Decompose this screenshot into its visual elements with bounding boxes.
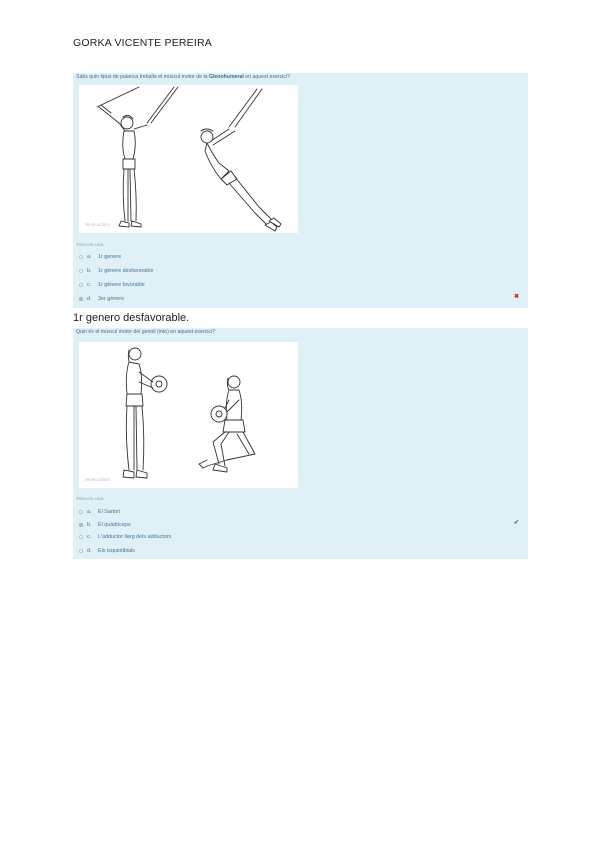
image-watermark: Workoutlabs bbox=[85, 222, 110, 227]
option-letter: b. bbox=[87, 521, 92, 528]
question-1-option-c[interactable] bbox=[79, 280, 145, 289]
option-label: Els isquiotibials bbox=[98, 547, 135, 554]
question-2-option-a[interactable] bbox=[79, 507, 120, 516]
option-letter: d. bbox=[87, 295, 92, 302]
question-1-option-d[interactable] bbox=[79, 294, 124, 303]
option-label: 1r gènere favorable bbox=[98, 281, 145, 288]
question-1-text-end: en aquest exercici? bbox=[243, 74, 290, 80]
medicine-ball-exercise-illustration bbox=[79, 342, 298, 488]
trx-exercise-illustration bbox=[79, 85, 298, 233]
radio-button[interactable] bbox=[79, 269, 83, 273]
question-2-option-d[interactable] bbox=[79, 546, 135, 555]
question-1-option-b[interactable] bbox=[79, 266, 153, 275]
image-watermark: Workoutlabs bbox=[85, 477, 110, 482]
option-letter: c. bbox=[87, 281, 92, 288]
question-1-image bbox=[79, 85, 298, 233]
check-icon: ✔ bbox=[513, 520, 519, 526]
document-title: GORKA VICENTE PEREIRA bbox=[73, 37, 212, 49]
radio-button-selected[interactable] bbox=[79, 297, 83, 301]
radio-button-selected[interactable] bbox=[79, 523, 83, 527]
option-label: El Sartori bbox=[98, 508, 121, 515]
option-letter: d. bbox=[87, 547, 92, 554]
question-2-prompt: Trieu-ne una: bbox=[76, 497, 105, 502]
radio-button[interactable] bbox=[79, 283, 83, 287]
question-1-prompt: Trieu-ne una: bbox=[76, 243, 105, 248]
option-letter: a. bbox=[87, 253, 92, 260]
answer-note: 1r genero desfavorable. bbox=[73, 312, 190, 324]
question-2-option-b[interactable] bbox=[79, 520, 131, 529]
radio-button[interactable] bbox=[79, 255, 83, 259]
question-2-text: Quin és el múscul motor del genoll (into) en aquest exercici? bbox=[76, 329, 215, 335]
radio-button[interactable] bbox=[79, 510, 83, 514]
cross-icon: ✖ bbox=[513, 294, 519, 300]
question-1-text-start: Sabs quin tipus de palanca treballa el múscul motor de la bbox=[76, 74, 209, 80]
option-letter: c. bbox=[87, 533, 92, 540]
question-2-option-c[interactable] bbox=[79, 532, 171, 541]
option-letter: b. bbox=[87, 267, 92, 274]
radio-button[interactable] bbox=[79, 535, 83, 539]
option-label: 1r gènere desfavorable bbox=[98, 267, 154, 274]
question-1-text bbox=[76, 74, 290, 80]
question-1-card bbox=[73, 73, 528, 308]
option-label: 3er gènere bbox=[98, 295, 125, 302]
option-letter: a. bbox=[87, 508, 92, 515]
question-2-image bbox=[79, 342, 298, 488]
option-label: L'adductor llarg dels adductors bbox=[98, 533, 172, 540]
option-label: 1r genere bbox=[98, 253, 122, 260]
question-1-option-a[interactable] bbox=[79, 252, 121, 261]
question-1-text-bold: Glenohumeral bbox=[208, 74, 244, 80]
question-2-card bbox=[73, 328, 528, 559]
option-label: El quàdriceps bbox=[98, 521, 131, 528]
radio-button[interactable] bbox=[79, 549, 83, 553]
